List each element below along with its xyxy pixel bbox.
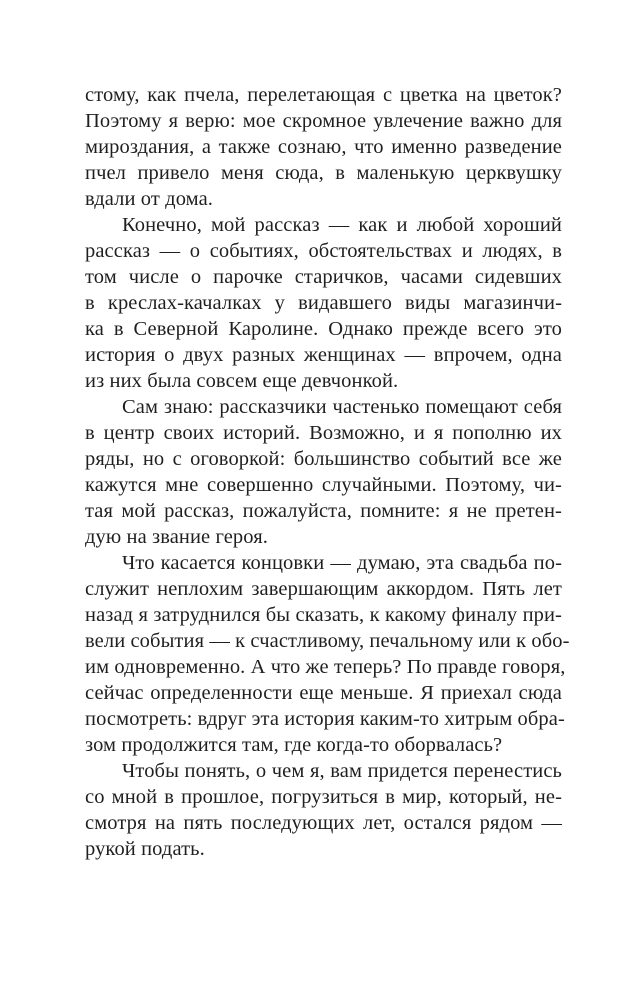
text-line: назад я затруднился бы сказать, к какому финалу при-: [85, 604, 562, 626]
paragraph: [85, 212, 562, 394]
text-line: Что касается концовки — думаю, эта свадьба по-: [122, 552, 562, 574]
text-line: в креслах-качалках у видавшего виды магазинчи-: [85, 292, 562, 314]
text-line: Чтобы понять, о чем я, вам придется перенестись: [122, 760, 562, 782]
text-line: Конечно, мой рассказ — как и любой хороший: [122, 214, 562, 236]
paragraph: [85, 758, 562, 862]
text-line: сейчас определенности еще меньше. Я приехал сюда: [85, 682, 562, 704]
text-line: из них была совсем еще девчонкой.: [85, 370, 399, 392]
text-line: кажутся мне совершенно случайными. Поэтому, чи-: [85, 474, 562, 496]
text-line: том числе о парочке старичков, часами сидевших: [85, 266, 562, 288]
text-line: Сам знаю: рассказчики частенько помещают себя: [122, 396, 562, 418]
text-line: вели события — к счастливому, печальному или к обо-: [85, 630, 570, 652]
text-line: в центр своих историй. Возможно, и я пополню их: [85, 422, 562, 444]
text-line: тая мой рассказ, пожалуйста, помните: я не претен-: [85, 500, 562, 522]
text-line: служит неплохим завершающим аккордом. Пять лет: [85, 578, 562, 600]
text-line: ка в Северной Каролине. Однако прежде всего это: [85, 318, 562, 340]
text-line: мироздания, а также сознаю, что именно разведение: [85, 136, 562, 158]
text-line: им одновременно. А что же теперь? По правде говоря,: [85, 656, 566, 678]
paragraph: [85, 550, 570, 758]
text-line: рукой подать.: [85, 838, 205, 860]
page-text: [85, 82, 570, 862]
text-line: рассказ — о событиях, обстоятельствах и людях, в: [85, 240, 562, 262]
paragraph: [85, 82, 562, 212]
text-line: со мной в прошлое, погрузиться в мир, который, не-: [85, 786, 562, 808]
text-line: зом продолжится там, где когда-то оборвалась?: [85, 734, 503, 756]
text-line: стому, как пчела, перелетающая с цветка на цветок?: [85, 84, 562, 106]
text-line: Поэтому я верю: мое скромное увлечение важно для: [85, 110, 562, 132]
text-line: дую на звание героя.: [85, 526, 268, 548]
paragraph: [85, 394, 562, 550]
text-line: пчел привело меня сюда, в маленькую церквушку: [85, 162, 562, 184]
text-line: ряды, но с оговоркой: большинство событий все же: [85, 448, 562, 470]
text-line: вдали от дома.: [85, 188, 214, 210]
text-line: посмотреть: вдруг эта история каким-то хитрым обра-: [85, 708, 565, 730]
text-line: смотря на пять последующих лет, остался рядом —: [85, 812, 562, 834]
text-line: история о двух разных женщинах — впрочем, одна: [85, 344, 562, 366]
